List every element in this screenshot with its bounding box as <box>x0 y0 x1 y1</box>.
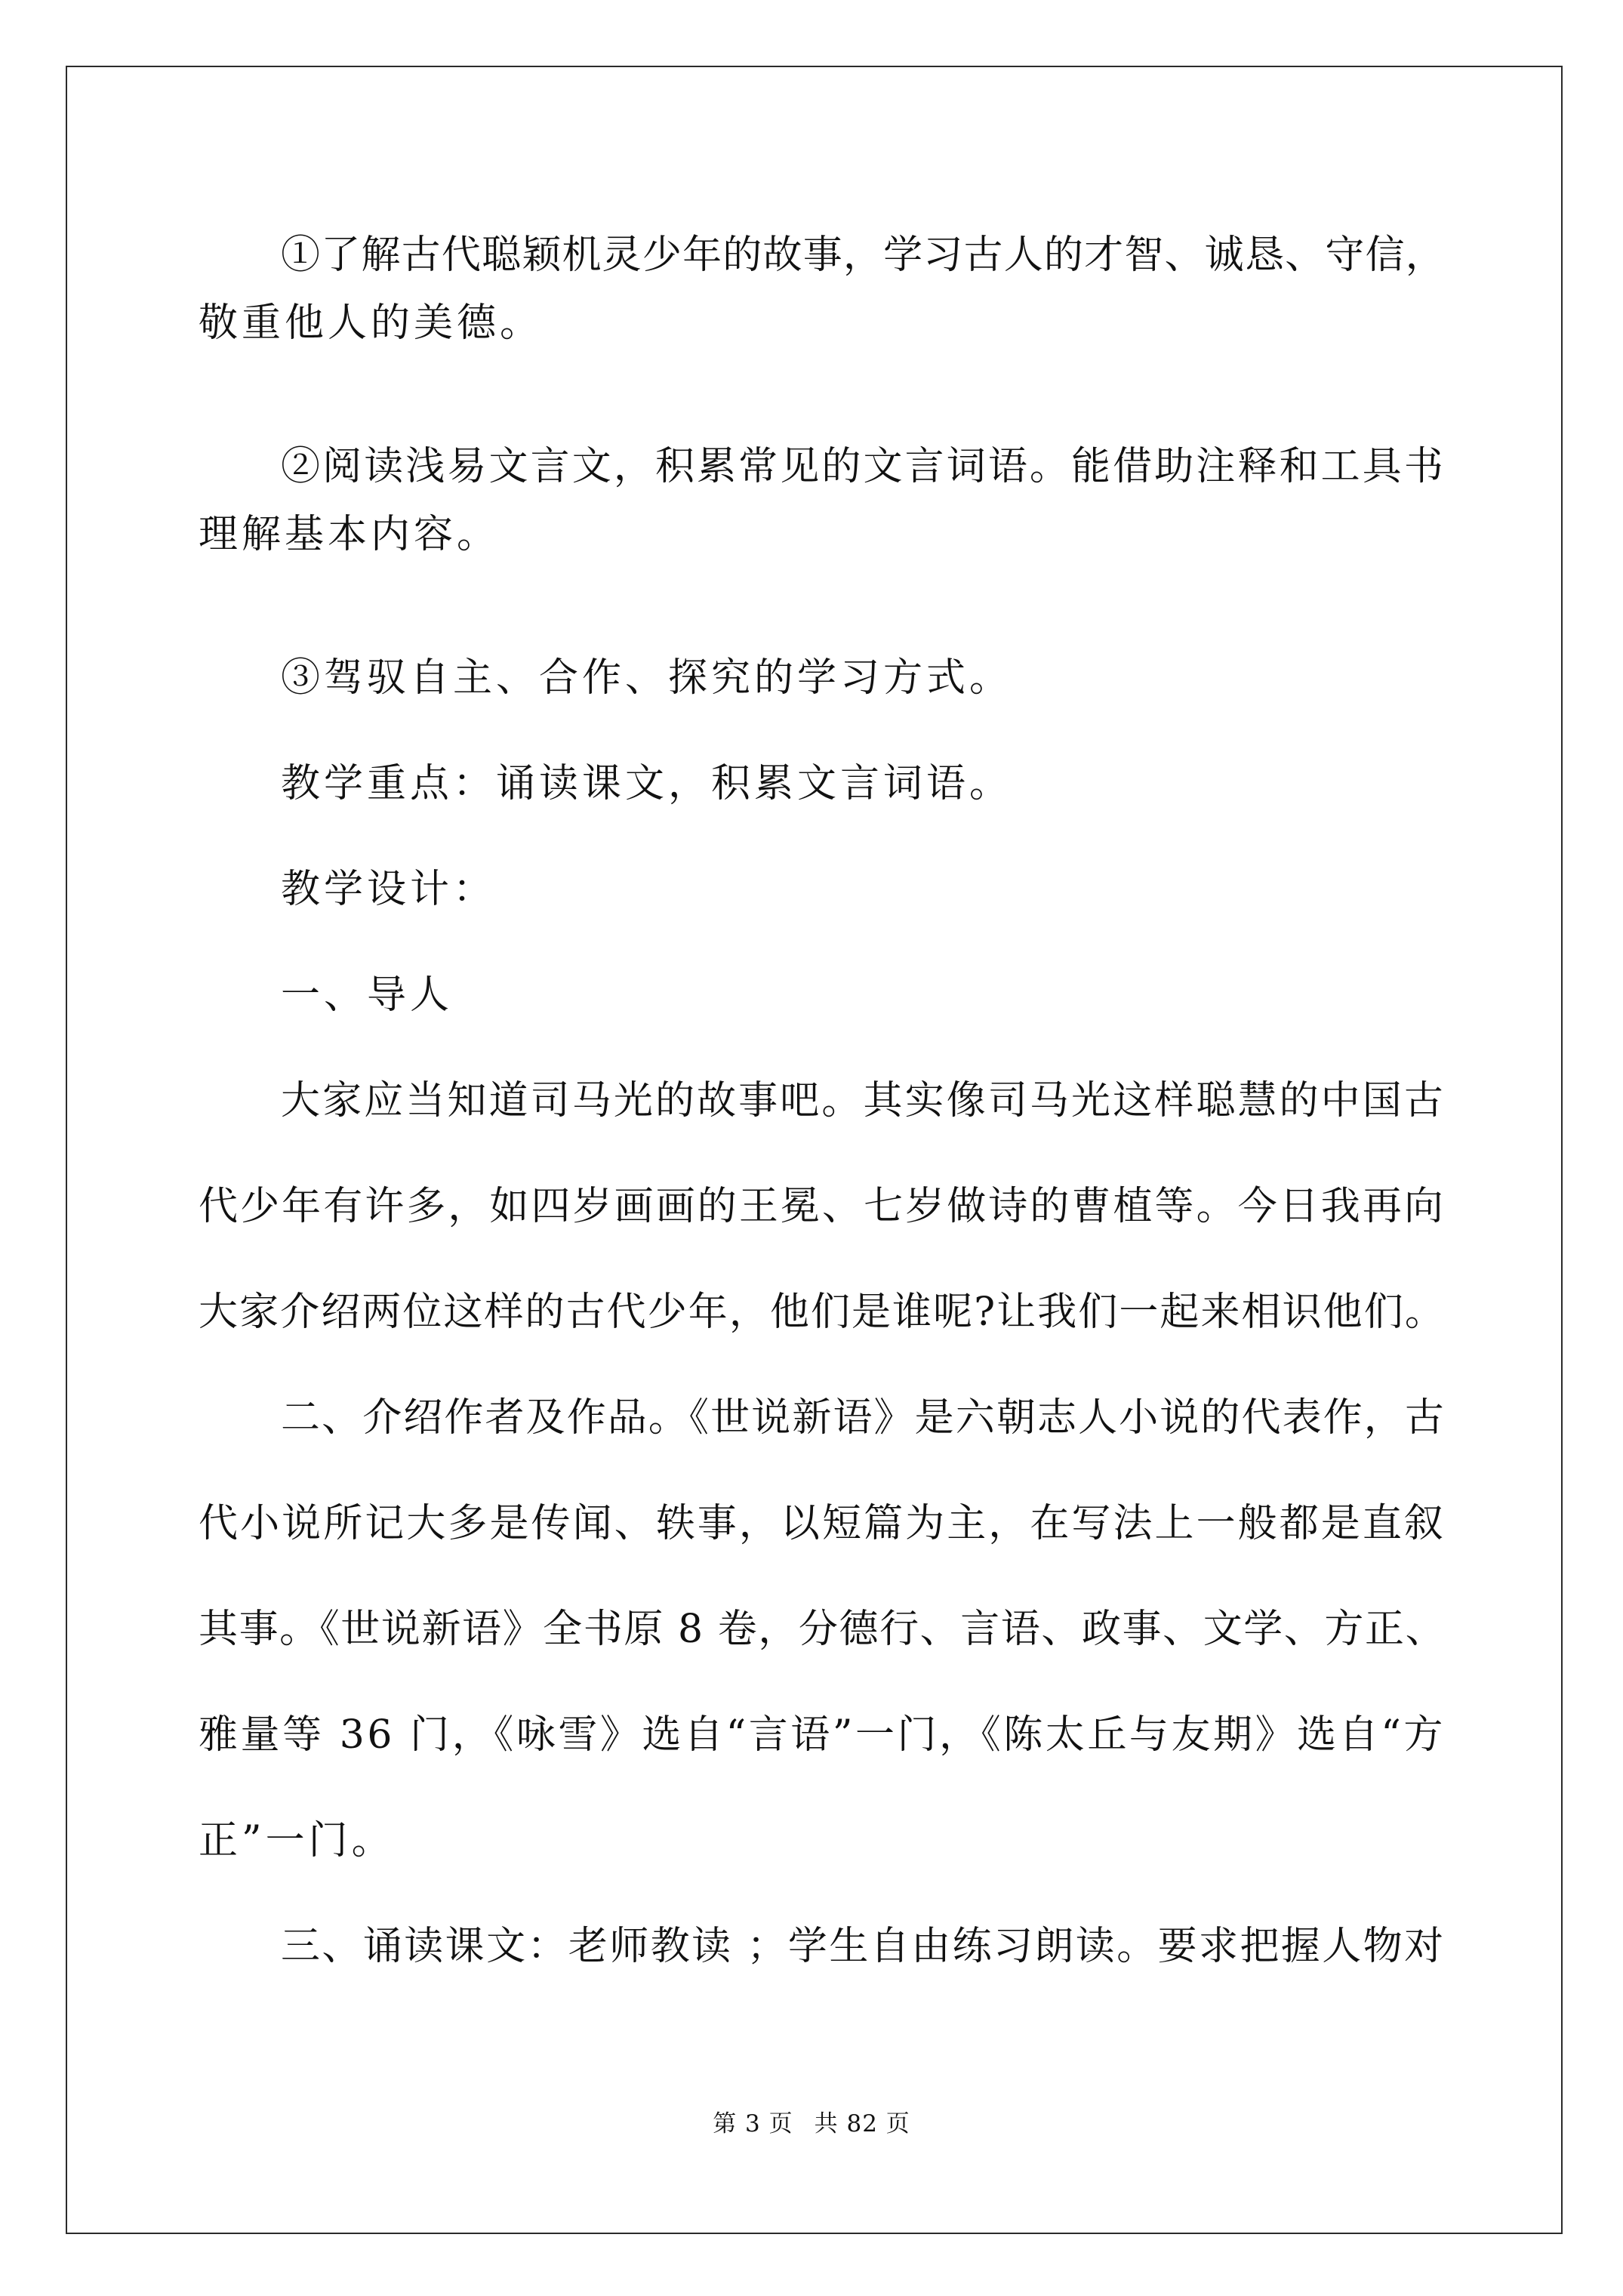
text-line: 雅量等 36 门，《咏雪》选自“言语”一门，《陈太丘与友期》选自“方 <box>199 1712 1446 1758</box>
page-footer <box>0 2109 1623 2139</box>
text-line: 正”一门。 <box>199 1818 395 1863</box>
text-line: 教学重点：诵读课文，积累文言词语。 <box>281 761 1013 806</box>
section-heading: 一、导人 <box>281 972 454 1018</box>
text-line: 代少年有许多，如四岁画画的王冕、七岁做诗的曹植等。今日我再向 <box>199 1184 1446 1229</box>
text-line: ①了解古代聪颖机灵少年的故事，学习古人的才智、诚恳、守信， <box>281 233 1446 278</box>
page-total: 共 82 页 <box>814 2110 910 2137</box>
text-line: 三、诵读课文：老师教读 ；学生自由练习朗读。要求把握人物对 <box>281 1924 1446 1969</box>
page-frame <box>66 66 1563 2234</box>
text-line: ③驾驭自主、合作、探究的学习方式。 <box>281 655 1013 701</box>
text-line: 敬重他人的美德。 <box>199 300 544 346</box>
text-line: ②阅读浅易文言文，积累常见的文言词语。能借助注释和工具书 <box>281 444 1446 489</box>
text-line: 大家应当知道司马光的故事吧。其实像司马光这样聪慧的中国古 <box>281 1078 1446 1123</box>
text-line: 二、介绍作者及作品。《世说新语》是六朝志人小说的代表作，古 <box>281 1395 1446 1441</box>
text-line: 教学设计： <box>281 867 497 912</box>
text-line: 代小说所记大多是传闻、轶事，以短篇为主，在写法上一般都是直叙 <box>199 1501 1446 1546</box>
page-number: 第 3 页 <box>713 2110 793 2137</box>
text-line: 大家介绍两位这样的古代少年，他们是谁呢?让我们一起来相识他们。 <box>199 1290 1446 1335</box>
text-line: 其事。《世说新语》全书原 8 卷，分德行、言语、政事、文学、方正、 <box>199 1607 1446 1652</box>
text-line: 理解基本内容。 <box>199 512 500 557</box>
